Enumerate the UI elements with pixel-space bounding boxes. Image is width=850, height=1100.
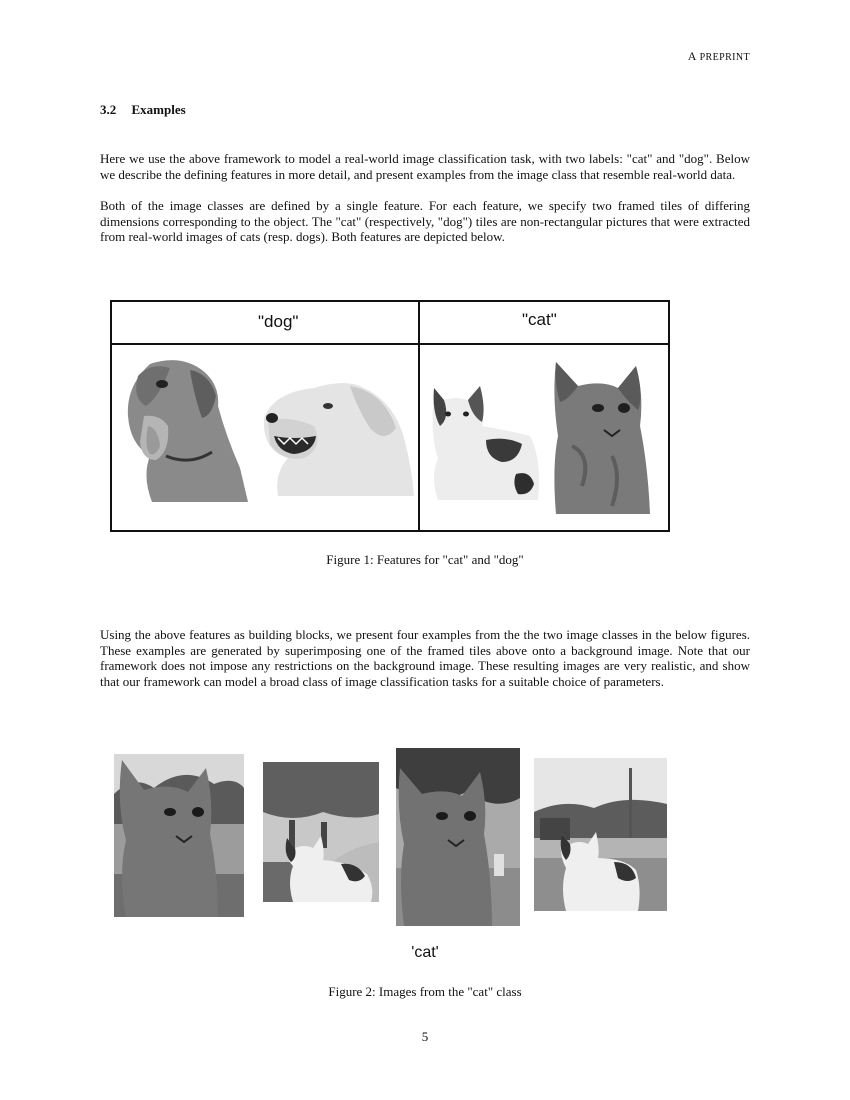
figure1-table [110, 300, 670, 532]
section-number: 3.2 [100, 102, 117, 117]
paragraph-examples: Using the above features as building blocks, we present four examples from the the two image classes in the below figures. These examples are generated by superimposing one of the framed tiles above onto a background image. Note that our framework does not impose any restrictions on the background image. These resulting images are very realistic, and show that our framework can model a broad class of image classification tasks for a suitable choice of parameters. [100, 627, 750, 689]
cat-example-image-2 [263, 762, 379, 902]
cat-example-image-1 [114, 754, 244, 917]
running-header [688, 49, 750, 64]
figure2-caption: Figure 2: Images from the "cat" class [328, 984, 522, 999]
cat-example-image-4 [534, 758, 667, 911]
figure1-label-cat: "cat" [522, 310, 557, 329]
dog-tile-2-image [254, 378, 414, 498]
figure1-caption: Figure 1: Features for "cat" and "dog" [326, 552, 524, 567]
figure1-header-divider [112, 343, 668, 345]
page-number: 5 [421, 1029, 429, 1044]
dog-tile-1-image [120, 356, 248, 504]
header-first-letter: A [687, 49, 697, 63]
section-title [100, 102, 186, 118]
figure1-label-dog: "dog" [258, 312, 299, 331]
figure1-column-divider [418, 302, 420, 530]
paragraph-features: Both of the image classes are defined by a single feature. For each feature, we specify two framed tiles of differing dimensions corresponding to the object. The "cat" (respectively, "dog") tiles are non-rectangular pictures that were extracted from real-world images of cats (resp. dogs). Both features are depicted below. [100, 198, 750, 244]
paragraph-intro: Here we use the above framework to model a real-world image classification task, with two labels: "cat" and "dog". Below we describe the defining features in more detail, and present examples from the image class that resemble real-world data. [100, 151, 750, 182]
figure2-class-label: 'cat' [411, 944, 439, 961]
cat-tile-2-image [552, 356, 652, 516]
header-rest: PREPRINT [699, 52, 750, 63]
cat-example-image-3 [396, 748, 520, 926]
cat-tile-1-image [426, 378, 544, 504]
section-name: Examples [131, 102, 186, 117]
